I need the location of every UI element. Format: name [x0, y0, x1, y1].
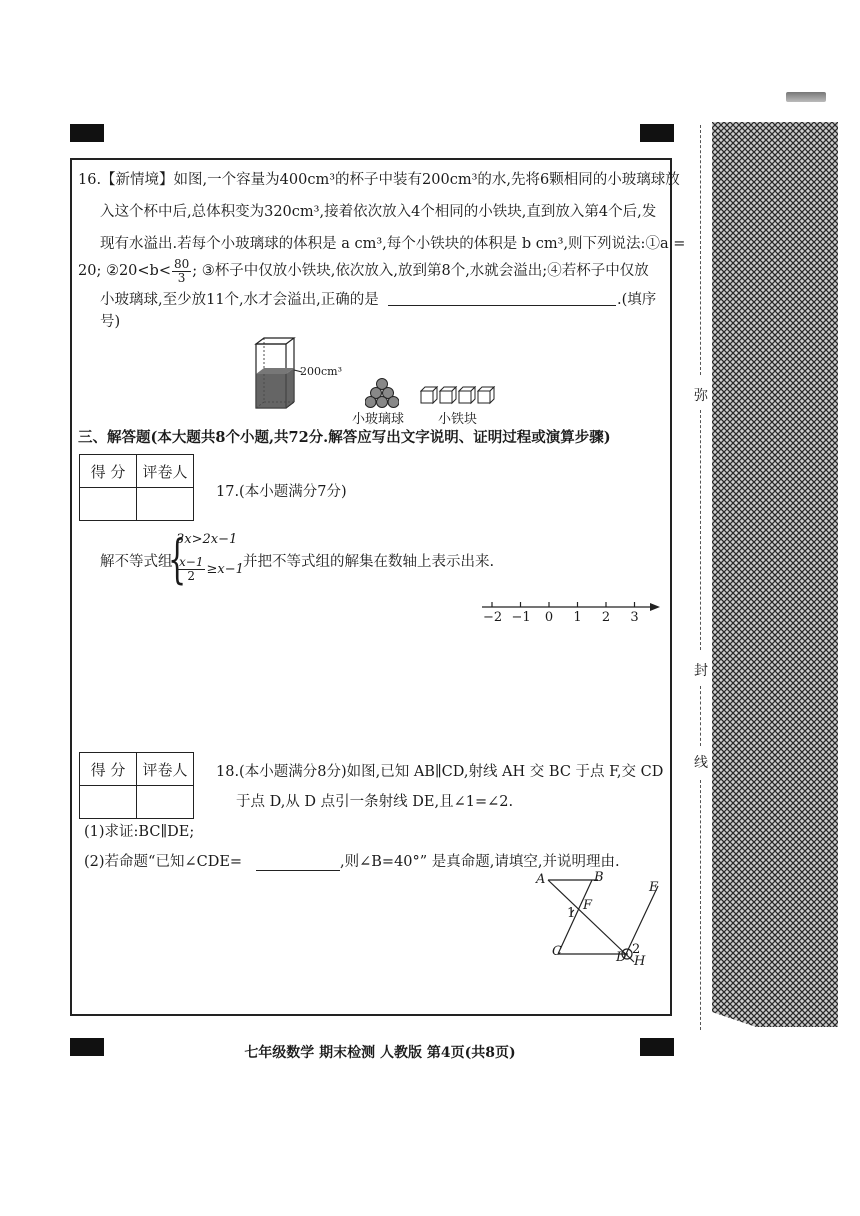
number-line-tick-label: 1: [573, 610, 582, 625]
q16-line-4: [78, 255, 649, 287]
q18-grader-header: 评卷人: [137, 753, 194, 786]
q17-ineq-2: [176, 556, 244, 583]
page-footer: 七年级数学 期末检测 人教版 第4页(共8页): [244, 1045, 516, 1061]
q17-score-cell[interactable]: [80, 488, 137, 521]
corner-marker-top-right: [640, 124, 674, 142]
binding-strip-hatch: [712, 122, 838, 1027]
q16-line-5-end: .(填序: [617, 292, 657, 308]
number-line-tick-label: −1: [511, 610, 531, 625]
q17-ineq-1: 3x>2x−1: [176, 532, 238, 547]
seal-char-xian: 线: [694, 755, 708, 771]
corner-marker-top-left: [70, 124, 104, 142]
seal-dashed-line-1: [700, 125, 701, 375]
q16-answer-blank[interactable]: [388, 305, 616, 306]
number-line-tick-label: 2: [601, 610, 611, 625]
point-F-label: F: [583, 898, 593, 913]
q18-part-2a: (2)若命题“已知∠CDE=: [84, 854, 243, 870]
point-B-label: B: [594, 870, 604, 885]
q16-fraction-den: 3: [177, 270, 186, 285]
q17-ineq-2-frac: [177, 556, 205, 583]
scan-smudge: [786, 92, 826, 102]
q17-grader-header: 评卷人: [137, 455, 194, 488]
seal-dashed-line-4: [700, 780, 701, 1030]
q17-ineq-2-den: 2: [187, 569, 196, 583]
q16-line-4-end: ; ③杯子中仅放小铁块,依次放入,放到第8个,水就会溢出;④若杯子中仅放: [192, 263, 649, 279]
q17-grader-cell[interactable]: [137, 488, 194, 521]
q17-brace: {: [168, 530, 187, 590]
angle-2-label: 2: [632, 942, 641, 957]
q18-part-1: (1)求证:BC∥DE;: [84, 824, 195, 840]
q17-score-header: 得 分: [80, 455, 137, 488]
point-A-label: A: [536, 872, 546, 887]
q17-ineq-2-num: x−1: [179, 555, 204, 569]
glass-balls-figure: [365, 378, 399, 408]
q18-line-2: 于点 D,从 D 点引一条射线 DE,且∠1=∠2.: [236, 794, 514, 810]
seal-dashed-line-3: [700, 686, 701, 746]
section-3-heading: 三、解答题(本大题共8个小题,共72分.解答应写出文字说明、证明过程或演算步骤): [78, 429, 611, 446]
q16-fraction-num: 80: [173, 256, 190, 271]
q16-line-2: 入这个杯中后,总体积变为320cm³,接着依次放入4个相同的小铁块,直到放入第4个后,发: [100, 204, 657, 220]
cup-label: 200cm³: [300, 365, 342, 378]
q18-score-cell[interactable]: [80, 786, 137, 819]
q16-fraction: [172, 258, 191, 285]
q17-score-table: [79, 454, 194, 521]
q17-prefix: 解不等式组: [100, 554, 173, 570]
q18-score-header: 得 分: [80, 753, 137, 786]
glass-balls-label: 小玻璃球: [352, 412, 405, 427]
number-line-tick-label: 0: [544, 610, 554, 625]
q18-grader-cell[interactable]: [137, 786, 194, 819]
number-line-tick-label: 3: [630, 610, 639, 625]
q18-score-table: [79, 752, 194, 819]
q17-ineq-2-rest: ≥x−1: [206, 562, 244, 577]
q18-angle-blank[interactable]: [256, 870, 340, 871]
iron-blocks-figure: [420, 386, 498, 406]
point-D-label: D: [616, 950, 627, 965]
q16-line-5: 小玻璃球,至少放11个,水才会溢出,正确的是: [100, 292, 379, 308]
seal-char-feng: 封: [694, 663, 708, 679]
angle-1-label: 1: [567, 906, 576, 921]
q18-line-1: 18.(本小题满分8分)如图,已知 AB∥CD,射线 AH 交 BC 于点 F,交 CD: [216, 764, 664, 780]
number-line-tick-label: −2: [483, 610, 503, 625]
point-H-label: H: [634, 954, 646, 969]
q18-part-2b: ,则∠B=40°” 是真命题,请填空,并说明理由.: [340, 854, 620, 870]
point-E-label: E: [649, 880, 659, 895]
q16-line-3: 现有水溢出.若每个小玻璃球的体积是 a cm³,每个小铁块的体积是 b cm³,则下列说法:①a =: [100, 236, 686, 252]
corner-marker-bottom-left: [70, 1038, 104, 1056]
q16-line-1: 16.【新情境】如图,一个容量为400cm³的杯子中装有200cm³的水,先将6颗相同的小玻璃球放: [78, 172, 680, 188]
q16-line-4-start: 20; ②20<b<: [78, 263, 171, 279]
q17-suffix: 并把不等式组的解集在数轴上表示出来.: [243, 554, 495, 570]
iron-blocks-label: 小铁块: [438, 412, 478, 427]
point-C-label: C: [552, 944, 562, 959]
seal-char-mi: 弥: [694, 388, 708, 404]
seal-dashed-line-2: [700, 410, 701, 650]
corner-marker-bottom-right: [640, 1038, 674, 1056]
q16-line-6: 号): [100, 314, 121, 330]
q17-title: 17.(本小题满分7分): [216, 484, 347, 500]
